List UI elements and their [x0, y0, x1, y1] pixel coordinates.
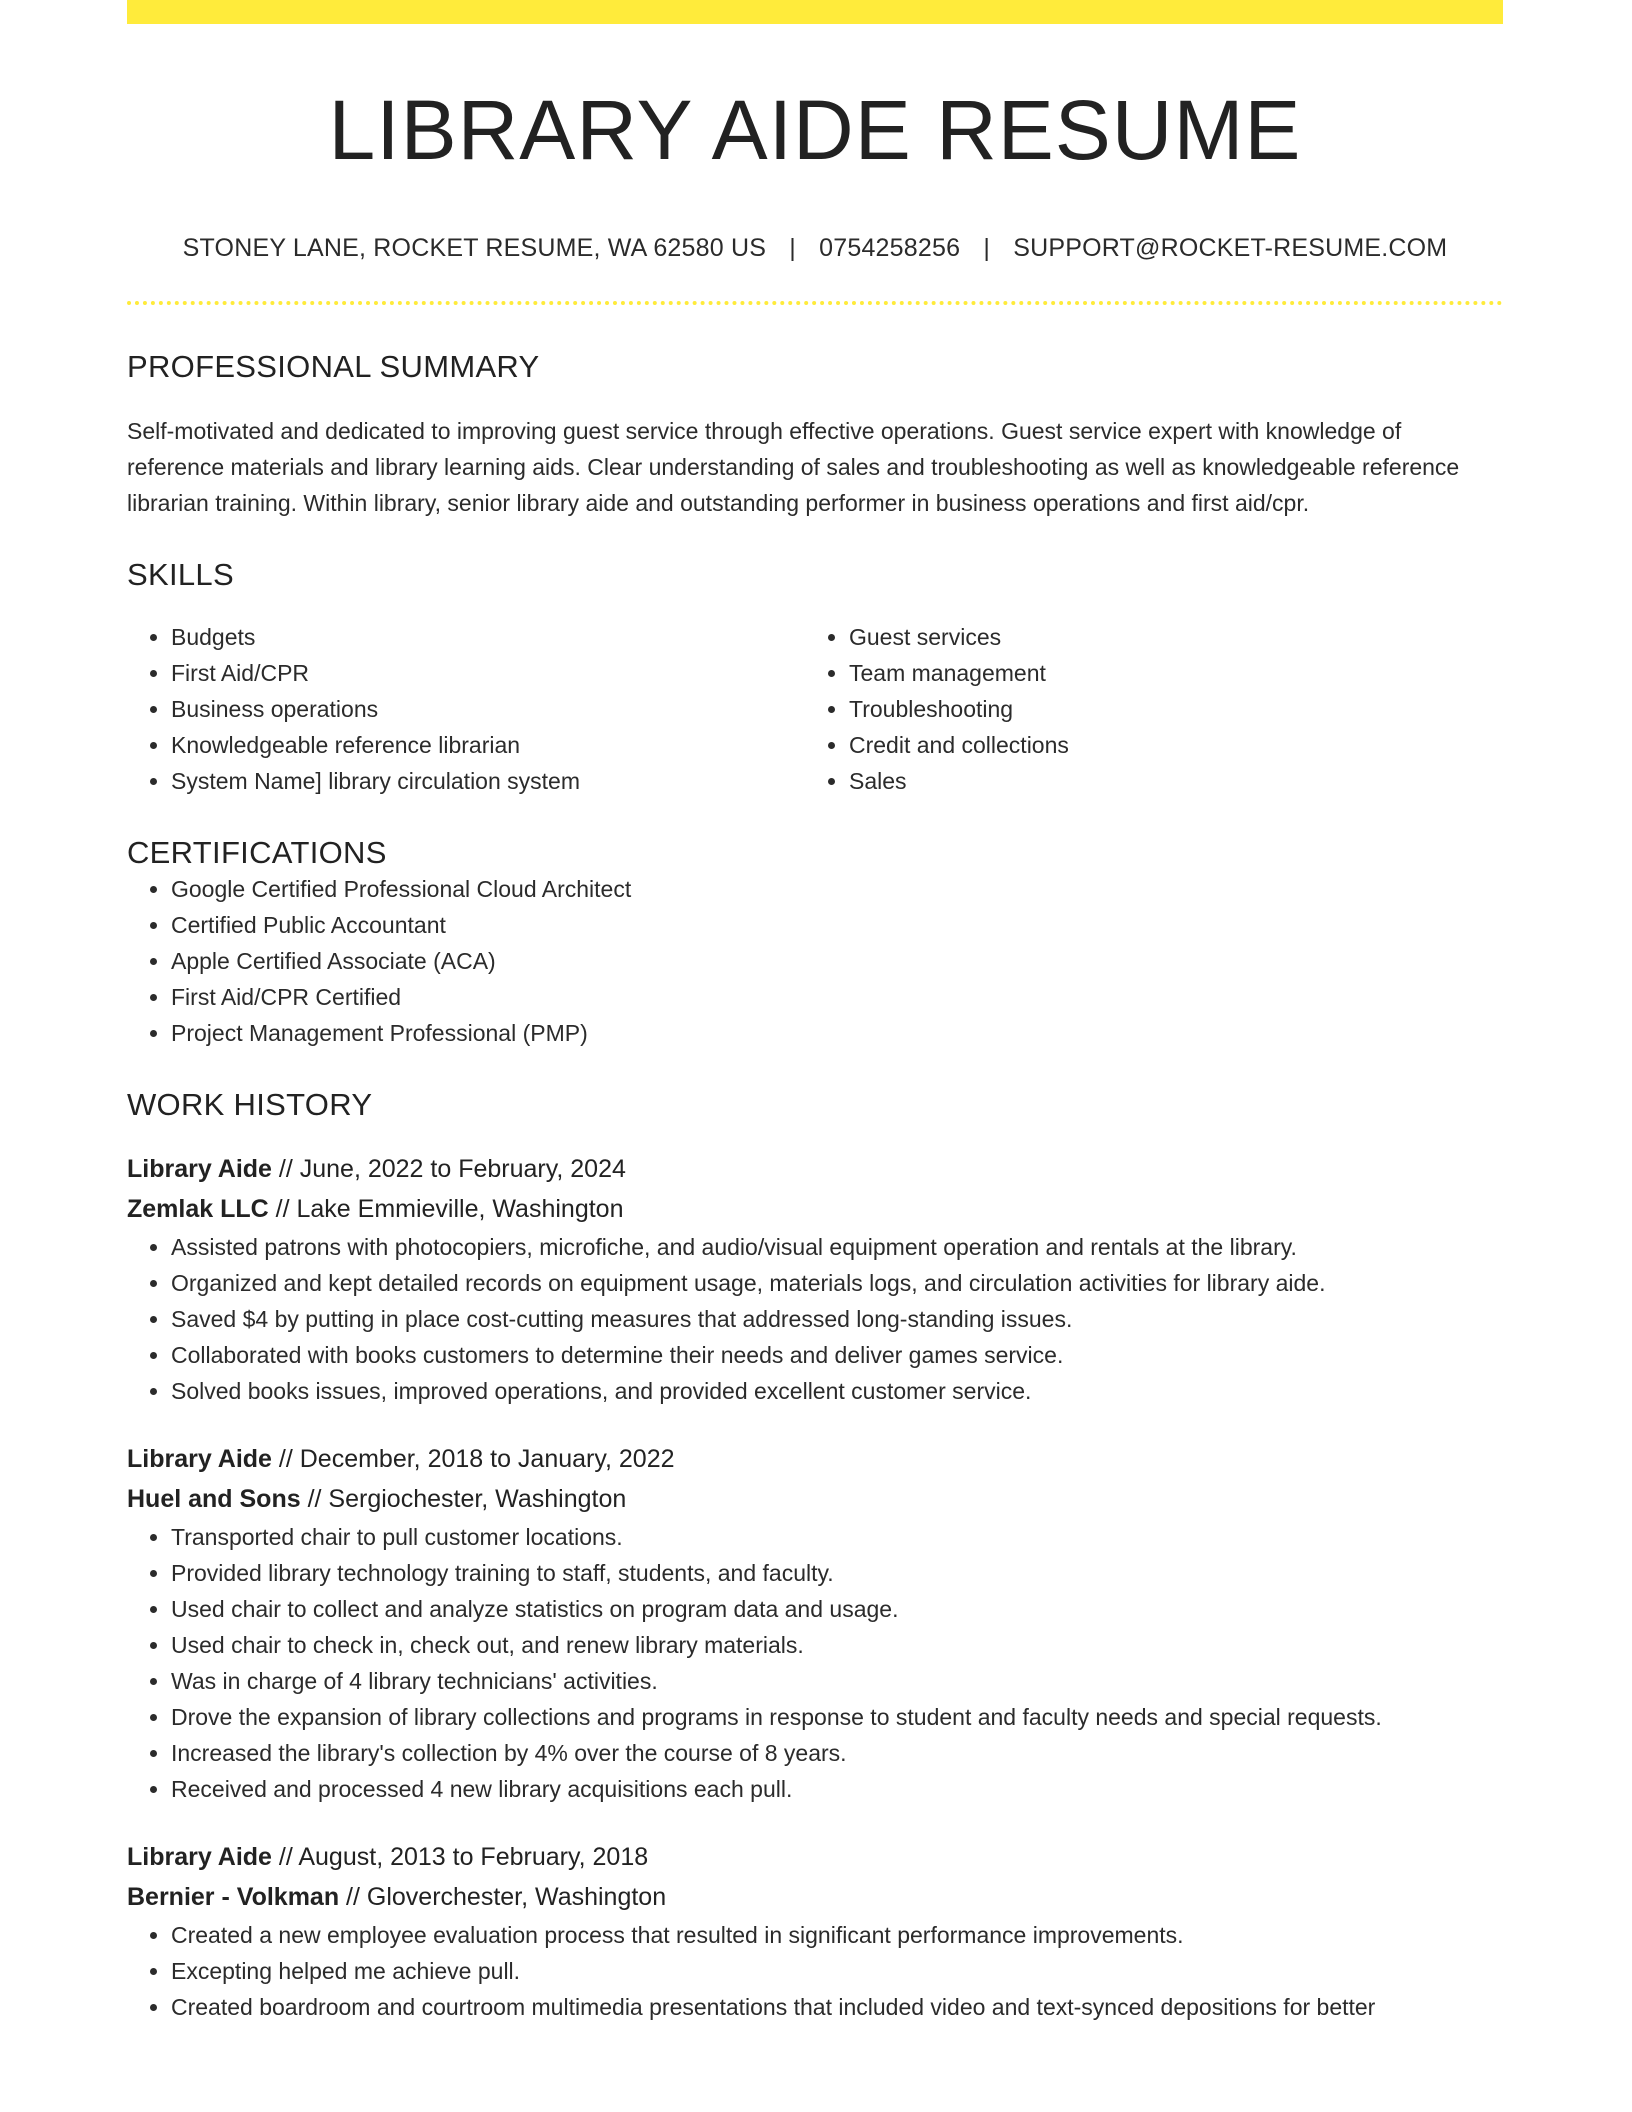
certification-item: • First Aid/CPR Certified — [171, 979, 1503, 1015]
job-bullet: • Solved books issues, improved operations, and provided excellent customer service. — [171, 1373, 1503, 1409]
header-divider — [127, 301, 1503, 305]
certification-item: • Google Certified Professional Cloud Architect — [171, 871, 1503, 907]
contact-phone: 0754258256 — [819, 234, 961, 262]
job-title: Library Aide — [127, 1155, 272, 1183]
job-bullet: • Provided library technology training to staff, students, and faculty. — [171, 1555, 1503, 1591]
job-bullet: • Created boardroom and courtroom multimedia presentations that included video and text-synced depositions for better — [171, 1989, 1503, 2025]
job-bullet: • Collaborated with books customers to determine their needs and deliver games service. — [171, 1337, 1503, 1373]
resume-title: LIBRARY AIDE RESUME — [328, 83, 1302, 177]
job-bullet-list — [127, 1229, 1503, 1409]
job-title: Library Aide — [127, 1445, 272, 1473]
skills-columns — [127, 619, 1503, 799]
job-bullet: • Used chair to collect and analyze statistics on program data and usage. — [171, 1591, 1503, 1627]
job-bullet-list — [127, 1917, 1503, 2025]
job-company-line — [127, 1877, 1503, 1917]
job-bullet: • Increased the library's collection by 4% over the course of 8 years. — [171, 1735, 1503, 1771]
skill-item: • Knowledgeable reference librarian — [171, 727, 805, 763]
contact-line — [127, 234, 1503, 263]
job-bullet: • Assisted patrons with photocopiers, microfiche, and audio/visual equipment operation and rentals at the library. — [171, 1229, 1503, 1265]
job-dates: // June, 2022 to February, 2024 — [271, 1155, 626, 1183]
job-company-line — [127, 1479, 1503, 1519]
job-bullet: • Saved $4 by putting in place cost-cutting measures that addressed long-standing issues. — [171, 1301, 1503, 1337]
job-bullet: • Drove the expansion of library collections and programs in response to student and faculty needs and special requests. — [171, 1699, 1503, 1735]
certification-item: • Certified Public Accountant — [171, 907, 1503, 943]
job-bullet: • Transported chair to pull customer locations. — [171, 1519, 1503, 1555]
job-title-line — [127, 1837, 1503, 1877]
skill-item: • Budgets — [171, 619, 805, 655]
job-bullet: • Used chair to check in, check out, and renew library materials. — [171, 1627, 1503, 1663]
skill-item: • Business operations — [171, 691, 805, 727]
skills-left-list — [127, 619, 805, 799]
skill-item: • Team management — [849, 655, 1483, 691]
skill-item: • First Aid/CPR — [171, 655, 805, 691]
contact-email: SUPPORT@ROCKET-RESUME.COM — [1013, 234, 1448, 262]
certifications-list — [127, 871, 1503, 1051]
skills-heading: SKILLS — [127, 557, 234, 592]
resume-page — [127, 0, 1503, 2025]
certification-item: • Apple Certified Associate (ACA) — [171, 943, 1503, 979]
skill-item: • Troubleshooting — [849, 691, 1483, 727]
skill-item: • System Name] library circulation system — [171, 763, 805, 799]
skills-right-list — [805, 619, 1483, 799]
job-company: Bernier - Volkman — [127, 1883, 340, 1911]
job-location: // Sergiochester, Washington — [300, 1485, 627, 1513]
job-bullet: • Created a new employee evaluation process that resulted in significant performance improvements. — [171, 1917, 1503, 1953]
job-bullet-list — [127, 1519, 1503, 1807]
job-company: Huel and Sons — [127, 1485, 301, 1513]
accent-top-bar — [127, 0, 1503, 24]
job-location: // Gloverchester, Washington — [339, 1883, 667, 1911]
contact-address: STONEY LANE, ROCKET RESUME, WA 62580 US — [182, 234, 767, 262]
skills-left-column — [127, 619, 805, 799]
certification-item: • Project Management Professional (PMP) — [171, 1015, 1503, 1051]
job-bullet: • Was in charge of 4 library technicians' activities. — [171, 1663, 1503, 1699]
work-history-heading: WORK HISTORY — [127, 1087, 373, 1122]
summary-text: Self-motivated and dedicated to improving guest service through effective operations. Guest service expert with knowledge of reference materials and library learning aids. Clear understanding of sales and troubleshooting as well as knowledgeable reference librarian training. Within library, senior library aide and outstanding performer in business operations and first aid/cpr. — [127, 418, 1460, 516]
job-title-line — [127, 1439, 1503, 1479]
job-entry — [127, 1149, 1503, 1409]
job-entry — [127, 1439, 1503, 1807]
job-company-line — [127, 1189, 1503, 1229]
summary-heading: PROFESSIONAL SUMMARY — [127, 349, 540, 384]
job-location: // Lake Emmieville, Washington — [268, 1195, 624, 1223]
job-dates: // December, 2018 to January, 2022 — [271, 1445, 675, 1473]
job-title-line — [127, 1149, 1503, 1189]
job-bullet: • Received and processed 4 new library acquisitions each pull. — [171, 1771, 1503, 1807]
job-company: Zemlak LLC — [127, 1195, 269, 1223]
contact-separator: | — [983, 234, 991, 262]
skill-item: • Sales — [849, 763, 1483, 799]
job-dates: // August, 2013 to February, 2018 — [271, 1843, 649, 1871]
skill-item: • Credit and collections — [849, 727, 1483, 763]
job-title: Library Aide — [127, 1843, 272, 1871]
job-bullet: • Excepting helped me achieve pull. — [171, 1953, 1503, 1989]
certifications-heading: CERTIFICATIONS — [127, 835, 387, 870]
skills-right-column — [805, 619, 1483, 799]
job-entry — [127, 1837, 1503, 2025]
skill-item: • Guest services — [849, 619, 1483, 655]
contact-separator: | — [789, 234, 796, 262]
job-bullet: • Organized and kept detailed records on equipment usage, materials logs, and circulation activities for library aide. — [171, 1265, 1503, 1301]
